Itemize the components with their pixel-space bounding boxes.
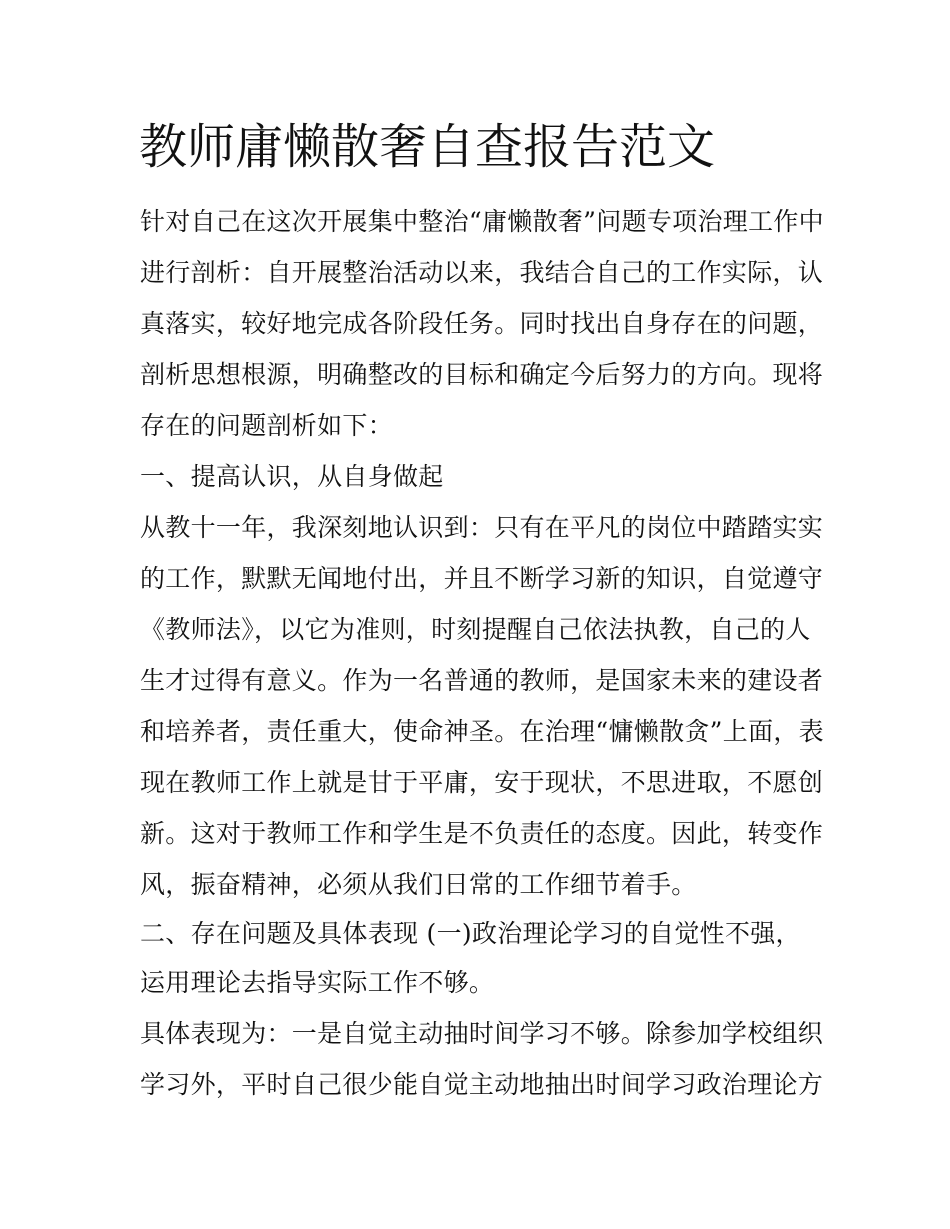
body-line: 进行剖析：自开展整治活动以来，我结合自己的工作实际，认 [140, 258, 824, 287]
section-heading: 一、提高认识，从自身做起 [140, 462, 444, 491]
body-line: 从教十一年，我深刻地认识到：只有在平凡的岗位中踏踏实实 [140, 513, 824, 542]
body-line: 《教师法》，以它为准则，时刻提醒自己依法执教，自己的人 [140, 615, 811, 644]
body-line: 剖析思想根源，明确整改的目标和确定今后努力的方向。现将 [140, 360, 824, 389]
body-line: 新。这对于教师工作和学生是不负责任的态度。因此，转变作 [140, 819, 824, 848]
body-line: 和培养者，责任重大，使命神圣。在治理“慵懒散贪”上面，表 [140, 717, 824, 746]
body-line: 风，振奋精神，必须从我们日常的工作细节着手。 [140, 870, 697, 899]
section-heading: 二、存在问题及具体表现 (一)政治理论学习的自觉性不强， [140, 919, 801, 948]
body-line: 运用理论去指导实际工作不够。 [140, 968, 495, 997]
body-line: 具体表现为：一是自觉主动抽时间学习不够。除参加学校组织 [140, 1019, 824, 1048]
body-line: 真落实，较好地完成各阶段任务。同时找出自身存在的问题， [140, 309, 824, 338]
body-line: 生才过得有意义。作为一名普通的教师，是国家未来的建设者 [140, 666, 824, 695]
body-line: 针对自己在这次开展集中整治“庸懒散奢”问题专项治理工作中 [140, 207, 824, 236]
document-title: 教师庸懒散奢自查报告范文 [139, 119, 716, 175]
body-line: 的工作，默默无闻地付出，并且不断学习新的知识，自觉遵守 [140, 564, 824, 593]
body-line: 现在教师工作上就是甘于平庸，安于现状，不思进取，不愿创 [140, 768, 824, 797]
body-line: 学习外，平时自己很少能自觉主动地抽出时间学习政治理论方 [140, 1070, 824, 1099]
body-line: 存在的问题剖析如下： [140, 411, 394, 440]
